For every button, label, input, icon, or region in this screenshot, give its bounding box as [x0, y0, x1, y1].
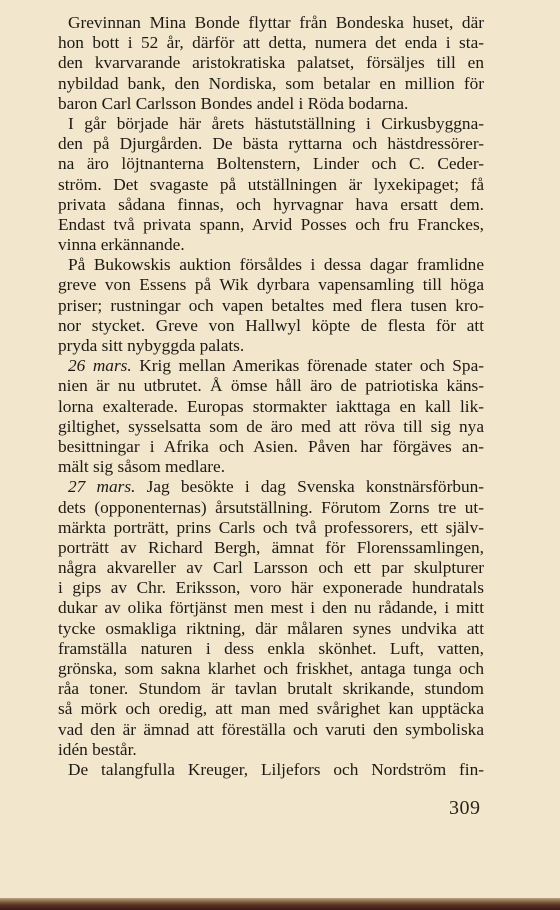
- text-line: dukar av olika förtjänst men mest i den nu rådande, i mitt: [58, 598, 484, 618]
- text-line: nien är nu utbrutet. Å ömse håll äro de patriotiska käns-: [58, 376, 484, 396]
- text-line: råa toner. Stundom är tavlan brutalt skrikande, stundom: [58, 679, 484, 699]
- date-month: mars.: [92, 356, 132, 376]
- text-line: hon bott i 52 år, därför att detta, numera det enda i sta-: [58, 33, 484, 53]
- body-text: [58, 13, 484, 780]
- entry-text: Jag besökte i dag Svenska konstnärsförbun-: [135, 477, 484, 497]
- text-line: några akvareller av Carl Larsson och ett par skulpturer: [58, 558, 484, 578]
- text-line: På Bukowskis auktion försåldes i dessa dagar framlidne: [68, 255, 484, 275]
- text-line: giltighet, sysselsatta som de äro med att röva till sig nya: [58, 416, 484, 436]
- text-line: tycke osmakliga riktning, där målaren synes undvika att: [58, 618, 484, 638]
- page-edge-strip: [0, 898, 560, 910]
- text-line: dets (opponenternas) årsutställning. Förutom Zorns tre ut-: [58, 497, 484, 517]
- text-line: nor stycket. Greve von Hallwyl köpte de flesta för att: [58, 315, 484, 335]
- text-line: vad den är ämnad att föreställa och varuti den symboliska: [58, 719, 484, 739]
- text-line: nybildad bank, den Nordiska, som betalar en million för: [58, 73, 484, 93]
- text-line: priser; rustningar och vapen betaltes med flera tusen kro-: [58, 295, 484, 315]
- text-line: märkta porträtt, prins Carls och två professorers, ett själv-: [58, 517, 484, 537]
- date-day: 27: [68, 477, 86, 497]
- text-line: pryda sitt nybyggda palats.: [58, 336, 245, 355]
- page-number: 309: [449, 797, 481, 819]
- text-line: idén består.: [58, 739, 137, 759]
- text-line: na äro löjtnanterna Boltenstern, Linder och C. Ceder-: [58, 154, 484, 174]
- text-line: I går började här årets hästutställning i Cirkusbyggna-: [68, 113, 484, 133]
- text-line: lorna exalterade. Europas stormakter iakttaga en kall lik-: [58, 396, 484, 416]
- text-line: porträtt av Richard Bergh, ämnat för Florenssamlingen,: [58, 537, 484, 557]
- text-line: i gips av Chr. Eriksson, voro här exponerade hundratals: [58, 578, 484, 598]
- text-line: vinna erkännande.: [58, 235, 185, 255]
- date-day: 26: [68, 356, 86, 376]
- text-line: privata sådana finnas, och hyrvagnar hava ersatt dem.: [58, 194, 484, 214]
- text-line: mält sig såsom medlare.: [58, 457, 226, 477]
- text-line: baron Carl Carlsson Bondes andel i Röda bodarna.: [58, 93, 409, 113]
- text-line: greve von Essens på Wik dyrbara vapensamling till höga: [58, 275, 484, 295]
- text-line: besittningar i Afrika och Asien. Påven har förgäves an-: [58, 436, 484, 456]
- text-line: den kvarvarande aristokratiska palatset, försäljes till en: [58, 53, 484, 73]
- dated-entry-line: [58, 356, 484, 376]
- text-line: ström. Det svagaste på utställningen är lyxekipaget; få: [58, 174, 484, 194]
- text-line: Grevinnan Mina Bonde flyttar från Bondeska huset, där: [68, 13, 484, 32]
- entry-text: Krig mellan Amerikas förenade stater och Spa-: [131, 356, 484, 376]
- text-line: grönska, som sakna klarhet och friskhet, antaga tunga och: [58, 659, 484, 678]
- text-line: Endast två privata spann, Arvid Posses och fru Franckes,: [58, 214, 484, 234]
- text-line: framställa naturen i dess enkla skönhet. Luft, vatten,: [58, 638, 484, 658]
- text-line: den på Djurgården. De bästa ryttarna och hästdressörer-: [58, 134, 484, 154]
- text-line: så mörk och oredig, att man med svårighet kan upptäcka: [58, 699, 484, 719]
- text-line: De talangfulla Kreuger, Liljefors och Nordström fin-: [68, 759, 484, 779]
- date-month: mars.: [96, 477, 136, 497]
- dated-entry-line: [58, 477, 484, 497]
